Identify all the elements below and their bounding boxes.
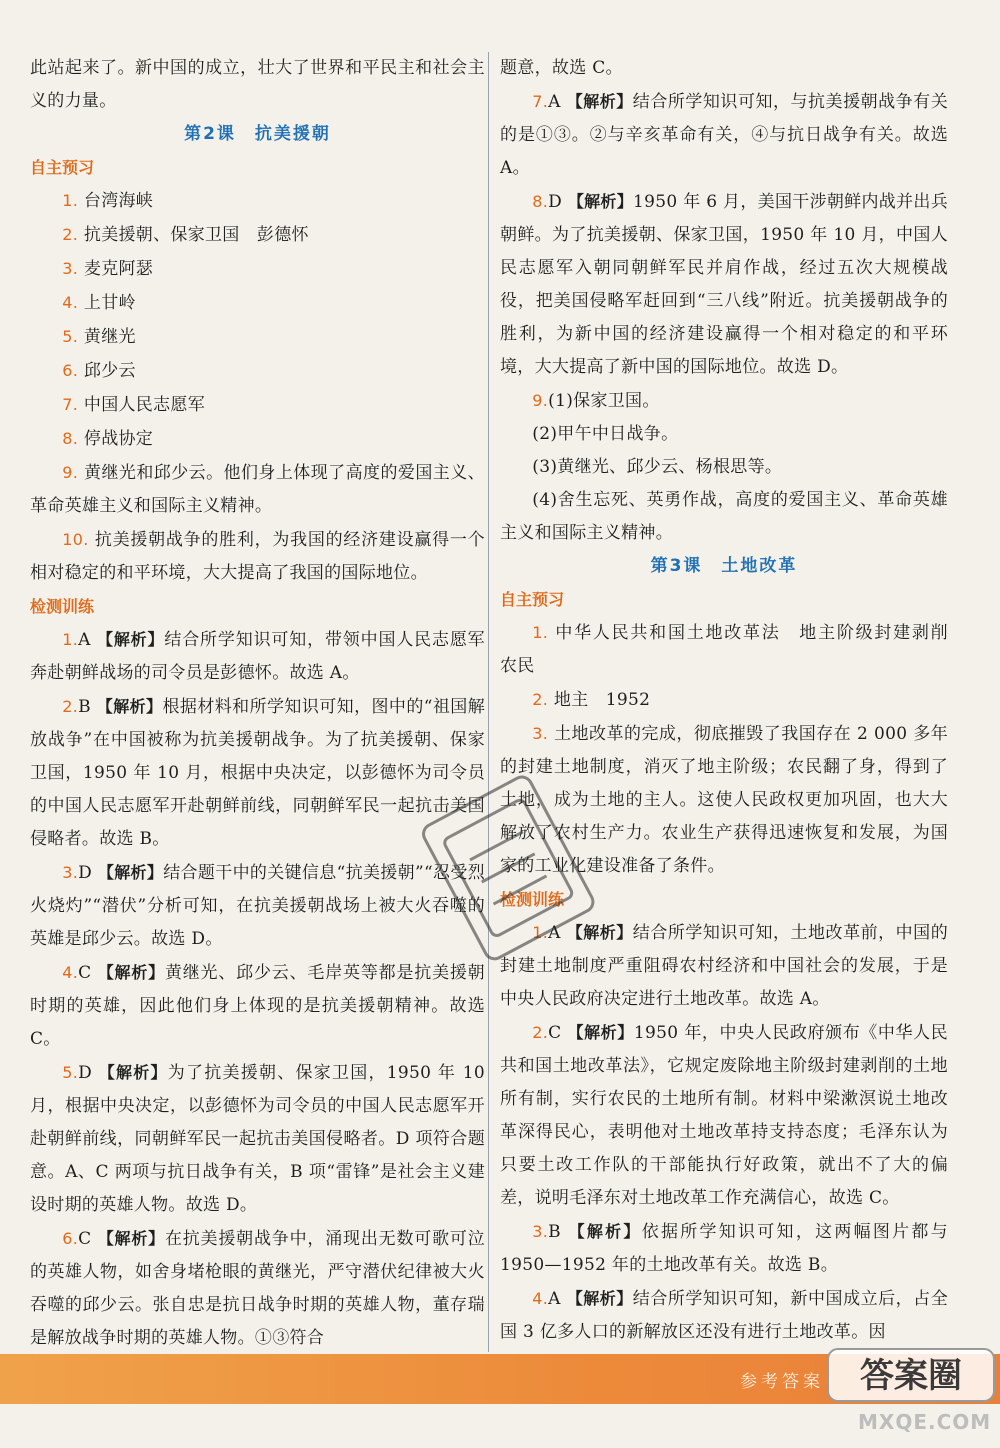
test-answer: 6.C 【解析】在抗美援朝战争中，涌现出无数可歌可泣的英雄人物，如舍身堵枪眼的黄继光，严守潜伏纪律被大火吞噬的邱少云。张自忠是抗日战争时期的英雄人物，董存瑞是解放战争时期的英雄人物。①③符合 (30, 1229, 485, 1348)
section-preview-heading: 自主预习 (30, 158, 95, 177)
test-answer: 2.C 【解析】1950 年，中央人民政府颁布《中华人民共和国土地改革法》，它规定废除地主阶级封建剥削的土地所有制，实行农民的土地所有制。材料中梁漱溟说土地改革深得民心，表明他对土地改革持支持态度；毛泽东认为只要土改工作队的干部能执行好政策，就出不了大的偏差，说明毛泽东对土地改革工作充满信心，故选 C。 (500, 1023, 948, 1208)
continued-answer: 题意，故选 C。 (500, 58, 623, 78)
preview-item: 4. 上甘岭 (62, 293, 136, 313)
section-test-heading: 检测训练 (30, 597, 95, 616)
intro-paragraph: 此站起来了。新中国的成立，壮大了世界和平民主和社会主义的力量。 (30, 58, 485, 111)
test-answer: 8.D 【解析】1950 年 6 月，美国干涉朝鲜内战并出兵朝鲜。为了抗美援朝、保家卫国，1950 年 10 月，中国人民志愿军入朝同朝鲜军民并肩作战，经过五次大规模战役，把美国侵略军赶回到“三八线”附近。抗美援朝战争的胜利，为新中国的经济建设赢得一个相对稳定的和平环境，大大提高了新中国的国际地位。故选 D。 (500, 192, 948, 377)
q9-part: (4)舍生忘死、英勇作战，高度的爱国主义、革命英雄主义和国际主义精神。 (500, 490, 948, 543)
preview-item: 2. 抗美援朝、保家卫国 彭德怀 (62, 225, 309, 245)
preview-item: 7. 中国人民志愿军 (62, 395, 205, 415)
preview-item: 2. 地主 1952 (532, 690, 651, 710)
lesson-2-title: 第2课 抗美援朝 (184, 124, 331, 144)
preview-item: 5. 黄继光 (62, 327, 136, 347)
section-preview-heading: 自主预习 (500, 590, 565, 609)
preview-item: 3. 麦克阿瑟 (62, 259, 154, 279)
preview-item-10: 10. 抗美援朝战争的胜利，为我国的经济建设赢得一个相对稳定的和平环境，大大提高了我国的国际地位。 (30, 530, 485, 583)
q9-part: 9.(1)保家卫国。 (532, 391, 660, 411)
section-test-heading: 检测训练 (500, 890, 565, 909)
lesson-3-title: 第3课 土地改革 (650, 556, 798, 576)
column-divider (488, 52, 489, 1352)
right-column (500, 52, 966, 1349)
test-answer: 4.A 【解析】结合所学知识可知，新中国成立后，占全国 3 亿多人口的新解放区还没有进行土地改革。因 (500, 1289, 948, 1342)
preview-item: 3. 土地改革的完成，彻底摧毁了我国存在 2 000 多年的封建土地制度，消灭了地主阶级；农民翻了身，得到了土地，成为土地的主人。这使人民政权更加巩固，也大大解放了农村生产力。农业生产获得迅速恢复和发展，为国家的工业化建设准备了条件。 (500, 724, 948, 876)
test-answer: 3.B 【解析】依据所学知识可知，这两幅图片都与 1950—1952 年的土地改革有关。故选 B。 (500, 1222, 948, 1275)
watermark-logo (826, 1343, 996, 1405)
test-answer: 2.B 【解析】根据材料和所学知识可知，图中的“祖国解放战争”在中国被称为抗美援朝战争。为了抗美援朝、保家卫国，1950 年 10 月，根据中央决定，以彭德怀为司令员的中国人民志愿军开赴朝鲜前线，同朝鲜军民一起抗击美国侵略者。故选 B。 (30, 697, 486, 849)
test-answer: 3.D 【解析】结合题干中的关键信息“抗美援朝”“忍受烈火烧灼”“潜伏”分析可知，在抗美援朝战场上被大火吞噬的英雄是邱少云。故选 D。 (30, 863, 485, 949)
preview-item: 6. 邱少云 (62, 361, 136, 381)
test-answer: 4.C 【解析】黄继光、邱少云、毛岸英等都是抗美援朝时期的英雄，因此他们身上体现的是抗美援朝精神。故选 C。 (30, 963, 485, 1049)
preview-item: 1. 中华人民共和国土地改革法 地主阶级封建剥削 农民 (500, 623, 966, 676)
footer-label: 参考答案 (740, 1372, 824, 1392)
preview-item: 8. 停战协定 (62, 429, 154, 449)
test-answer: 1.A 【解析】结合所学知识可知，带领中国人民志愿军奔赴朝鲜战场的司令员是彭德怀。故选 A。 (30, 630, 485, 683)
q9-part: (2)甲午中日战争。 (532, 424, 679, 444)
q9-part: (3)黄继光、邱少云、杨根思等。 (532, 457, 783, 477)
preview-item: 1. 台湾海峡 (62, 191, 154, 211)
test-answer: 5.D 【解析】为了抗美援朝、保家卫国，1950 年 10 月，根据中央决定，以彭德怀为司令员的中国人民志愿军开赴朝鲜前线，同朝鲜军民一起抗击美国侵略者。D 项符合题意。A、C 两项与抗日战争有关，B 项“雷锋”是社会主义建设时期的英雄人物。故选 D。 (30, 1063, 485, 1215)
left-column (30, 52, 485, 1355)
test-answer: 1.A 【解析】结合所学知识可知，土地改革前，中国的封建土地制度严重阻碍农村经济和中国社会的发展，于是中央人民政府决定进行土地改革。故选 A。 (500, 923, 948, 1009)
watermark-url: MXQE.COM (858, 1410, 992, 1434)
svg-text:答案圈: 答案圈 (860, 1356, 962, 1396)
test-answer: 7.A 【解析】结合所学知识可知，与抗美援朝战争有关的是①③。②与辛亥革命有关，④与抗日战争有关。故选 A。 (500, 92, 948, 178)
preview-item-9: 9. 黄继光和邱少云。他们身上体现了高度的爱国主义、革命英雄主义和国际主义精神。 (30, 463, 485, 516)
